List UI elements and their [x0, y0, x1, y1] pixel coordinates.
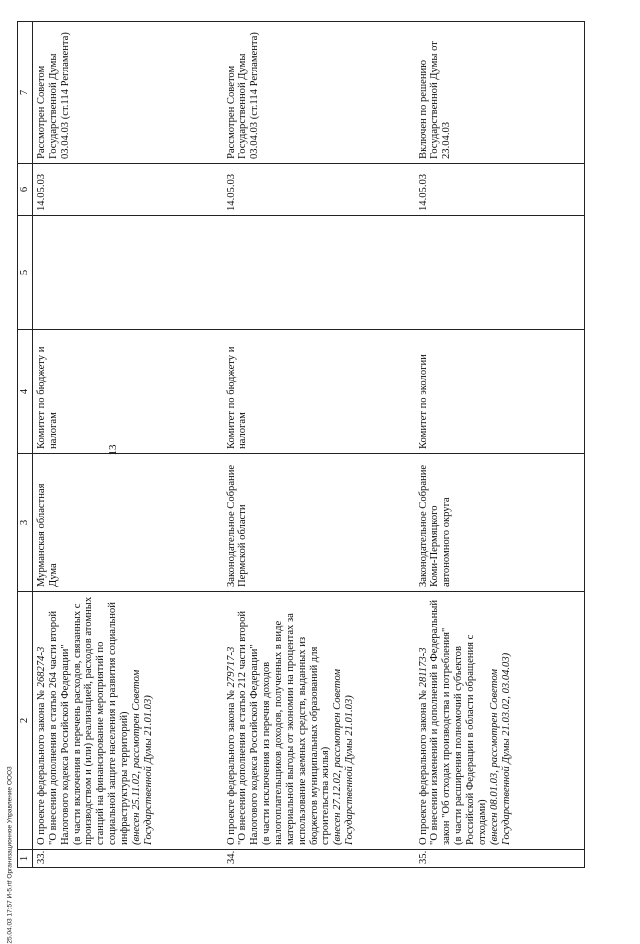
- committee: Комитет по бюджету и налогам: [223, 330, 415, 454]
- bill-title-prefix: О проекте федерального закона №: [225, 687, 237, 845]
- bill-history: (внесен 08.01.03, рассмотрен Советом Государственной Думы 21.03.02, 03.04.03): [488, 652, 512, 845]
- column-header: 5: [18, 216, 33, 330]
- table-row: [415, 22, 585, 868]
- initiator: Законодательное Собрание Пермской области: [223, 454, 415, 592]
- table-row: [33, 22, 223, 868]
- initiator: Законодательное Собрание Коми-Пермяцкого автономного округа: [415, 454, 585, 592]
- bill-history: (внесен 25.11.02, рассмотрен Советом Государственной Думы 21.01.03): [130, 669, 154, 845]
- status: Рассмотрен Советом Государственной Думы 03.04.03 (ст.114 Регламента): [33, 22, 223, 164]
- agenda-table: [17, 21, 585, 868]
- status: Рассмотрен Советом Государственной Думы 03.04.03 (ст.114 Регламента): [223, 22, 415, 164]
- bill-note: (в части расширения полномочий субъектов Российской Федерации в области обращения с отходами): [453, 634, 488, 845]
- table-header-row: [18, 22, 33, 868]
- column-5-cell: [223, 216, 415, 330]
- column-header: 1: [18, 850, 33, 868]
- bill-title: [226, 596, 238, 845]
- committee: Комитет по экологии: [415, 330, 585, 454]
- bill-title-body: "О внесении дополнения в статью 212 части второй Налогового кодекса Российской Федерации": [237, 610, 261, 845]
- bill-registration-number: 268274-3: [36, 646, 47, 688]
- bill-registration-number: 281173-3: [417, 647, 429, 688]
- bill-registration-number: 279717-3: [225, 646, 237, 688]
- initiator: Мурманская областная Дума: [33, 454, 223, 592]
- row-number: 33.: [33, 850, 223, 868]
- bill-title-prefix: О проекте федерального закона №: [36, 687, 47, 845]
- column-5-cell: [33, 216, 223, 330]
- bill-note: (в части исключения из перечня доходов налогоплательщиков доходов, полученных в виде материальной выгоды от экономии на процентах за использование заемных средств, выданных из бюджетов муниципальных образований для строительства жилья): [261, 613, 332, 845]
- date: 14.05.03: [33, 164, 223, 216]
- bill-title: [418, 596, 430, 845]
- page-number: 13: [107, 444, 119, 456]
- date: 14.05.03: [223, 164, 415, 216]
- column-header: 7: [18, 22, 33, 164]
- column-header: 3: [18, 454, 33, 592]
- status: Включен по решению Государственной Думы от 23.04.03: [415, 22, 585, 164]
- bill-description: [415, 592, 585, 850]
- date: 14.05.03: [415, 164, 585, 216]
- row-number: 35.: [415, 850, 585, 868]
- bill-title: [36, 596, 48, 845]
- column-header: 2: [18, 592, 33, 850]
- column-header: 4: [18, 330, 33, 454]
- bill-title-prefix: О проекте федерального закона №: [417, 687, 429, 845]
- row-number: 34.: [223, 850, 415, 868]
- column-header: 6: [18, 164, 33, 216]
- table-row: [223, 22, 415, 868]
- bill-description: [33, 592, 223, 850]
- committee: Комитет по бюджету и налогам: [33, 330, 223, 454]
- bill-title-body: "О внесении изменений и дополнений в Федеральный закон "Об отходах производства и потребления": [429, 599, 453, 845]
- bill-title-body: "О внесении дополнения в статью 264 части второй Налогового кодекса Российской Федерации": [47, 610, 71, 845]
- bill-description: [223, 592, 415, 850]
- bill-note: (в части включения в перечень расходов, связанных с производством и (или) реализацией, расходов атомных станций на финансирование мероприятий по социальной защите населения и развития социальной инфраструктуры территорий): [71, 596, 131, 845]
- column-5-cell: [415, 216, 585, 330]
- bill-history: (внесен 27.12.02, рассмотрен Советом Государственной Думы 21.01.03): [332, 669, 356, 845]
- document-footer: 25.04.03 17:57 И-5.rtf Организационное Управление ООО3: [6, 766, 14, 944]
- agenda-table-area: [17, 22, 622, 868]
